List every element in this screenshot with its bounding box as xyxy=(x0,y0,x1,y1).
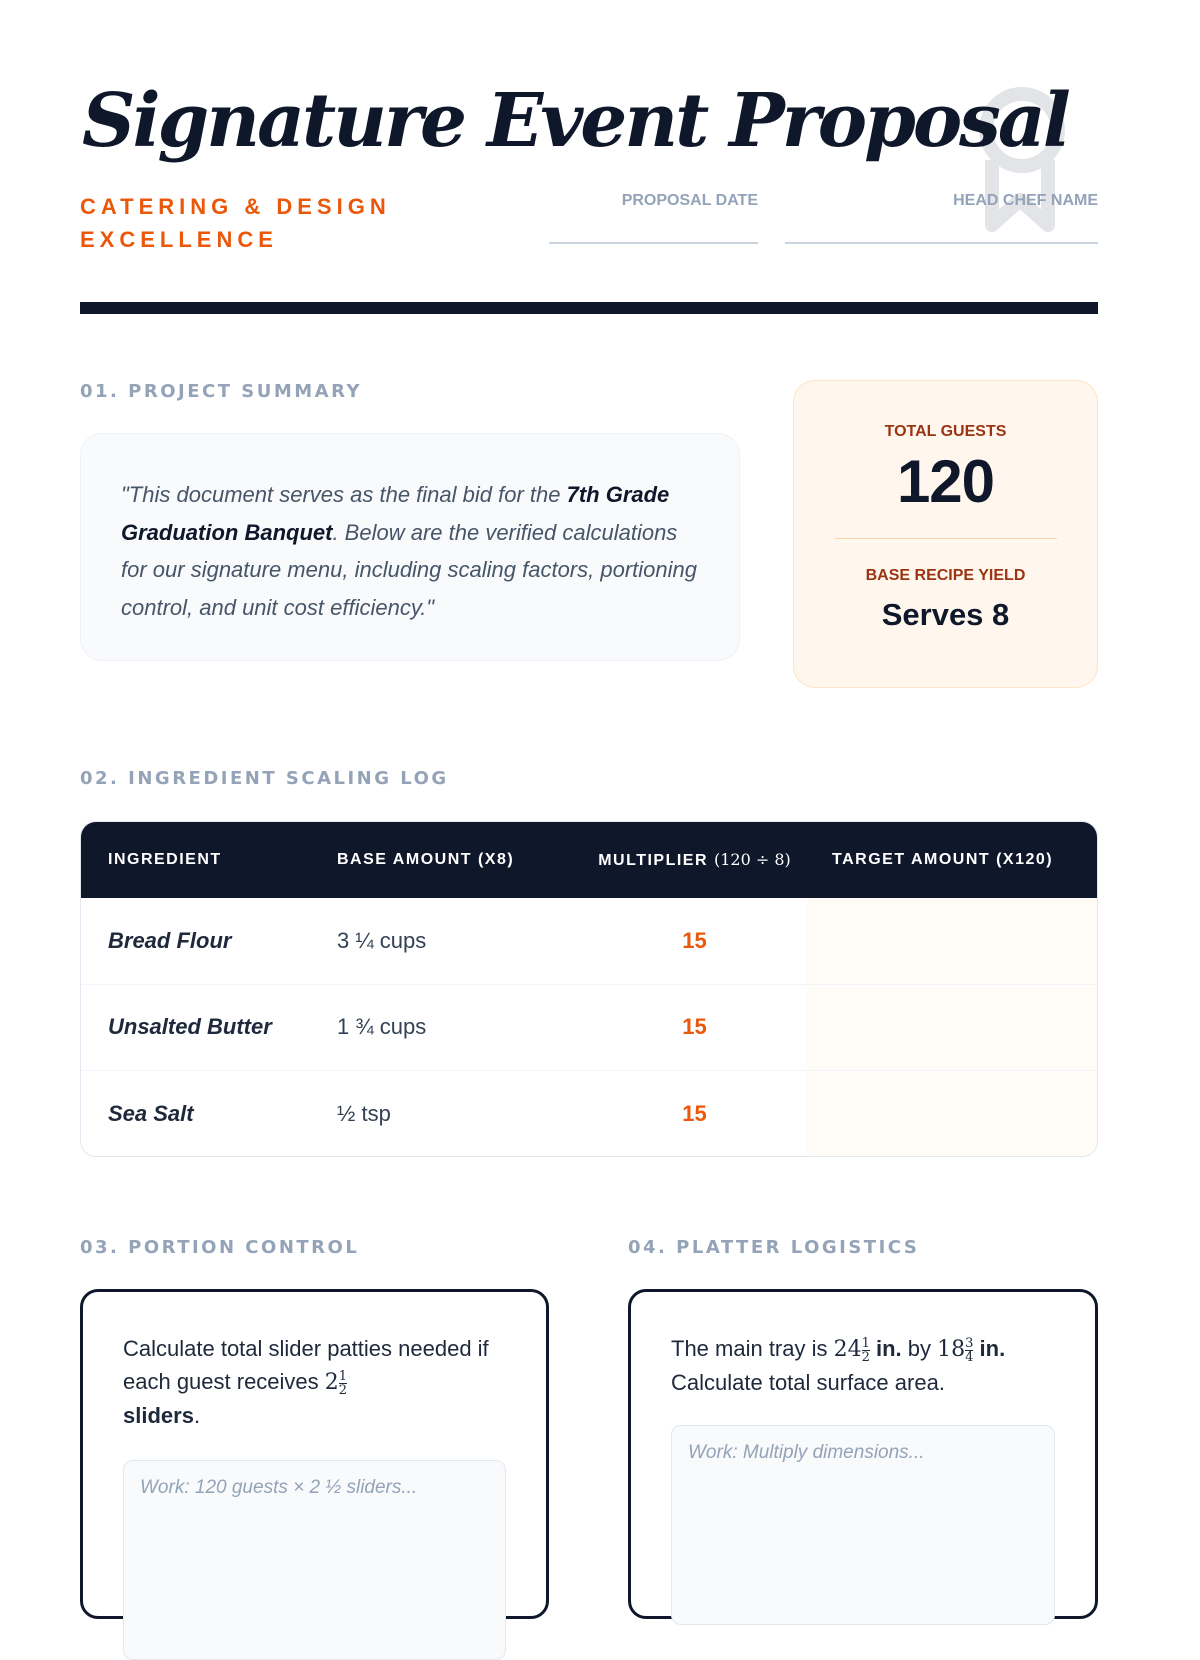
guests-label: TOTAL GUESTS xyxy=(884,423,1007,440)
col-ingredient: INGREDIENT xyxy=(108,851,222,868)
col-base: BASE AMOUNT (X8) xyxy=(337,851,515,868)
proposal-date-input[interactable] xyxy=(549,210,758,244)
col-formula: (120 ÷ 8) xyxy=(713,850,791,869)
whole: 18 xyxy=(937,1337,966,1362)
unit: in. xyxy=(869,1336,902,1361)
target-input[interactable] xyxy=(807,1071,1097,1157)
question-text: Calculate total slider patties needed if each guest receives xyxy=(123,1336,489,1394)
multiplier-cell: 15 xyxy=(682,1101,707,1127)
platter-work-input[interactable]: Work: Multiply dimensions... xyxy=(671,1425,1055,1625)
whole: 24 xyxy=(833,1337,862,1362)
portion-card xyxy=(80,1289,549,1619)
project-summary xyxy=(80,433,740,661)
unit: in. xyxy=(973,1336,1006,1361)
stats-card xyxy=(793,380,1098,688)
table-row xyxy=(81,1071,1097,1157)
base-cell: 3 ¼ cups xyxy=(337,927,427,953)
table-row xyxy=(81,985,1097,1072)
text: . xyxy=(193,1403,201,1428)
table-header xyxy=(81,822,1097,898)
scaling-table xyxy=(80,821,1098,1157)
page-title: Signature Event Proposal xyxy=(82,78,1068,164)
whole: 2 xyxy=(324,1370,339,1395)
section-heading: 04. PLATTER LOGISTICS xyxy=(628,1237,920,1258)
fraction xyxy=(862,1337,870,1364)
target-input[interactable] xyxy=(807,985,1097,1071)
col-multiplier xyxy=(582,850,807,870)
ingredient-cell: Bread Flour xyxy=(108,927,232,953)
field-label: PROPOSAL DATE xyxy=(621,192,758,209)
ingredient-cell: Sea Salt xyxy=(108,1101,194,1127)
ingredient-cell: Unsalted Butter xyxy=(108,1014,272,1040)
guests-value: 120 xyxy=(896,448,995,515)
text: by xyxy=(901,1336,938,1361)
divider xyxy=(80,302,1098,314)
section-heading: 02. INGREDIENT SCALING LOG xyxy=(80,768,449,789)
summary-text: "This document serves as the final bid for the xyxy=(121,482,567,507)
table-row xyxy=(81,898,1097,985)
portion-work-input[interactable]: Work: 120 guests × 2 ½ sliders... xyxy=(123,1460,506,1660)
base-cell: 1 ¾ cups xyxy=(337,1014,427,1040)
yield-label: BASE RECIPE YIELD xyxy=(865,567,1026,584)
proposal-date-field[interactable] xyxy=(549,192,758,244)
section-heading: 03. PORTION CONTROL xyxy=(80,1237,360,1258)
platter-card xyxy=(628,1289,1098,1619)
text: The main tray is xyxy=(671,1336,834,1361)
multiplier-cell: 15 xyxy=(682,1014,707,1040)
subtitle: CATERING & DESIGN EXCELLENCE xyxy=(80,194,391,252)
base-cell: ½ tsp xyxy=(337,1101,391,1127)
target-input[interactable] xyxy=(807,898,1097,984)
den: 4 xyxy=(965,1349,974,1365)
col-target: TARGET AMOUNT (X120) xyxy=(832,851,1054,868)
multiplier-cell: 15 xyxy=(682,927,707,953)
num: 3 xyxy=(965,1335,974,1351)
num: 1 xyxy=(338,1368,348,1384)
yield-value: Serves 8 xyxy=(881,597,1010,632)
fraction xyxy=(339,1370,347,1397)
field-label: HEAD CHEF NAME xyxy=(953,192,1098,209)
summary-text: . Below are the verified calculations for our signature menu, including scaling factors, portioning control, and unit cost efficiency." xyxy=(121,519,697,620)
head-chef-field[interactable] xyxy=(785,192,1098,244)
section-heading: 01. PROJECT SUMMARY xyxy=(80,381,363,402)
col-label: MULTIPLIER xyxy=(598,852,709,869)
stats-divider xyxy=(835,538,1057,539)
num: 1 xyxy=(861,1335,870,1351)
event-name: 7th Grade Graduation Banquet xyxy=(121,482,670,545)
head-chef-input[interactable] xyxy=(785,210,1098,244)
den: 2 xyxy=(861,1349,870,1365)
bold-text: sliders xyxy=(123,1403,194,1428)
den: 2 xyxy=(338,1382,348,1398)
text: Calculate total surface area. xyxy=(671,1370,945,1395)
